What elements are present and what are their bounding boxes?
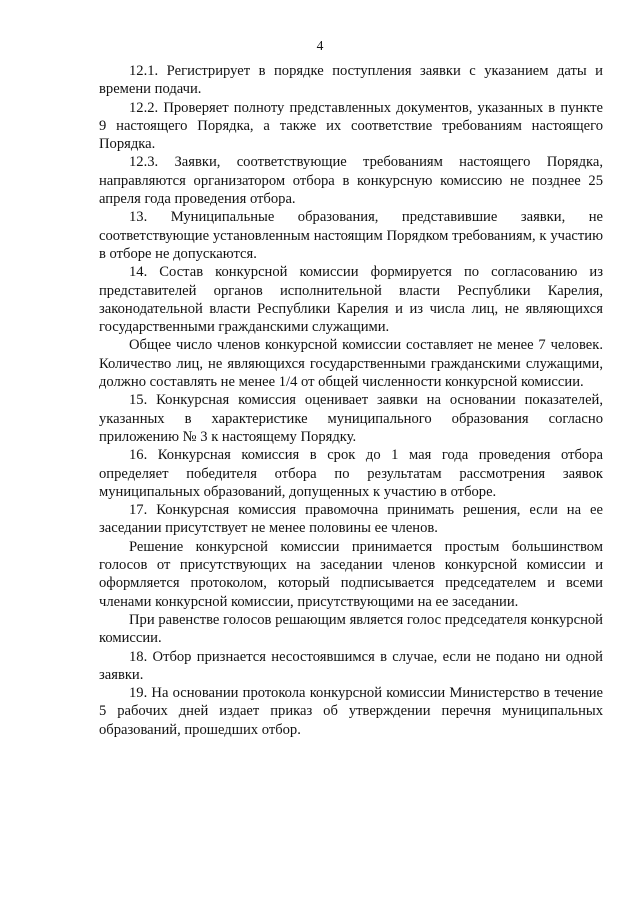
document-body xyxy=(99,62,603,739)
page-number: 4 xyxy=(316,38,324,53)
paragraph-14: 14. Состав конкурсной комиссии формируется по согласованию из представителей органов исполнительной власти Республики Карелия, законодательной власти Республики Карелия и из числа лиц, не являющихся государственными гражданскими служащими. xyxy=(99,264,603,336)
paragraph-12-2: 12.2. Проверяет полноту представленных документов, указанных в пункте 9 настоящего Порядка, а также их соответствие требованиям настоящего Порядка. xyxy=(99,99,603,153)
paragraph-14-members: Общее число членов конкурсной комиссии составляет не менее 7 человек. Количество лиц, не являющихся государственными гражданскими служащими, должно составлять не менее 1/4 от общей численности конкурсной комиссии. xyxy=(99,337,603,391)
paragraph-16: 16. Конкурсная комиссия в срок до 1 мая года проведения отбора определяет победителя отбора по результатам рассмотрения заявок муниципальных образований, допущенных к участию в отборе. xyxy=(99,447,603,500)
paragraph-15: 15. Конкурсная комиссия оценивает заявки на основании показателей, указанных в характеристике муниципального образования согласно приложению № 3 к настоящему Порядку. xyxy=(99,392,603,445)
paragraph-17: 17. Конкурсная комиссия правомочна принимать решения, если на ее заседании присутствует не менее половины ее членов. xyxy=(99,502,603,537)
paragraph-17-tie: При равенстве голосов решающим является голос председателя конкурсной комиссии. xyxy=(99,611,603,647)
paragraph-19: 19. На основании протокола конкурсной комиссии Министерство в течение 5 рабочих дней издает приказ об утверждении перечня муниципальных образований, прошедших отбор. xyxy=(99,685,603,738)
paragraph-17-decision: Решение конкурсной комиссии принимается простым большинством голосов от присутствующих на заседании членов конкурсной комиссии и оформляется протоколом, который подписывается председателем и всеми членами конкурсной комиссии, присутствующими на ее заседании. xyxy=(99,538,603,610)
paragraph-12-1: 12.1. Регистрирует в порядке поступления заявки с указанием даты и времени подачи. xyxy=(99,63,603,98)
paragraph-12-3: 12.3. Заявки, соответствующие требованиям настоящего Порядка, направляются организатором отбора в конкурсную комиссию не позднее 25 апреля года проведения отбора. xyxy=(99,154,603,208)
paragraph-18: 18. Отбор признается несостоявшимся в случае, если не подано ни одной заявки. xyxy=(99,648,603,683)
paragraph-13: 13. Муниципальные образования, представившие заявки, не соответствующие установленным настоящим Порядком требованиям, к участию в отборе не допускаются. xyxy=(99,209,603,262)
